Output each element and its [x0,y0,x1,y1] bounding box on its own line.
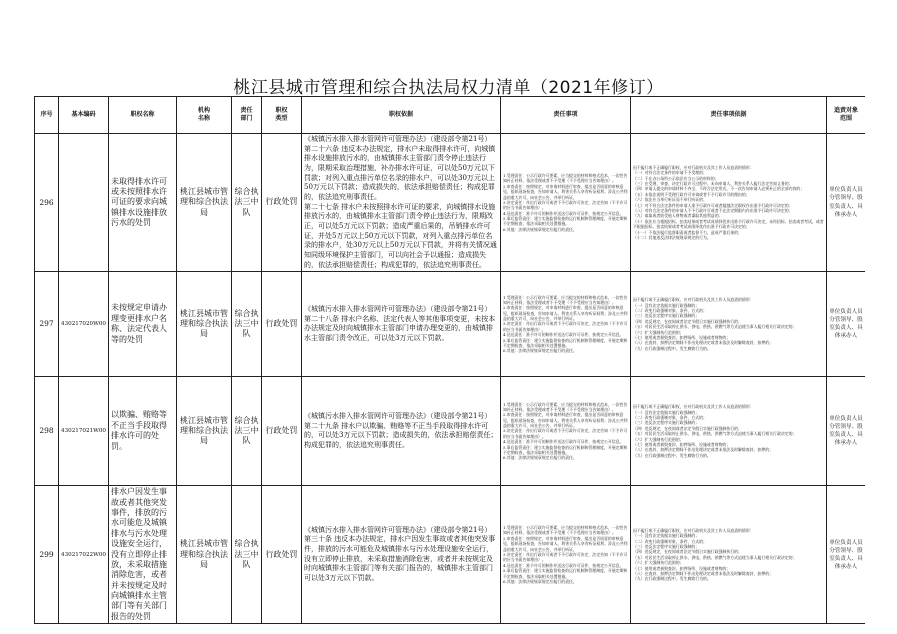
table-row [35,377,866,486]
cell-name: 排水户因发生事故或者其他突发事件，排放的污水可能危及城镇排水与污水处理设施安全运行，没有立即停止排放，未采取措施消除危害，或者并未按规定及时向城镇排水主管部门等有关部门报告的处罚 [109,486,177,624]
page-title: 桃江县城市管理和综合执法局权力清单（2021年修订） [233,78,664,98]
cell-org: 桃江县城市管理和综合执法局 [177,377,232,486]
cell-basis: 《城镇污水排入排水管网许可管理办法》（建设部令第21号） 第三十条 违反本办法规定，排水户因发生事故或者其他突发事件，排放的污水可能危及城镇排水与污水处理设施安全运行，没有立即停止排放，未采取措施消除危害，或者并未按规定及时向城镇排水主管部门等有关部门报告的，城镇排水主管部门可以处3万元以下罚款。 [302,486,501,624]
cell-dept: 综合执法三中队 [232,377,262,486]
cell-name: 以欺骗、贿赂等不正当手段取得排水许可的处罚。 [109,377,177,486]
cell-type: 行政处罚 [262,272,302,377]
cell-duty: 1.受理责任：公示行政许可要素、应当提交的材料和格式范本，一次性告知补正材料，依法受理或者不予受理（不予受理应当告知理由）。 2.审查责任：按照规定，对申请材料进行审查，提出是否同意的审核意见，组织现场检查，告知申请人、利害关系人享有听证权利；涉及公共利益的重大许可，向社会公告，并举行听证。 3.决定责任：作出行政许可或者不予行政许可决定，法定告知（不予许可的应当书面告知理由）。 4.送达责任：准予许可的制作并送达行政许可证件，按规定公开信息。 5.事后监管责任：建立实施监督检查的运行机制和管理制度，开展定期和不定期检查，依法采取相关处置措施。 6.其他：法律法规规章规定应履行的责任。 [501,134,631,272]
cell-code: 430217020W00 [59,272,109,377]
cell-org: 桃江县城市管理和综合执法局 [177,134,232,272]
cell-type: 行政处罚 [262,486,302,624]
cell-dept: 综合执法三中队 [232,486,262,624]
cell-duty-basis: 因不履行或不正确履行职权，应对行政机关及其工作人员追责的情形： （一）对符合法定条件的申请不予受理的； （二）不在办公场所公示依法应当公示的材料的； （三）在受理、审查、决定行政许可过程中，未向申请人、利害关系人履行法定告知义务的； （四）申请人提交的申请材料不齐全、不符合法定形式，不一次告知申请人必须补正的全部内容的； （五）未依法说明不受理行政许可申请或者不予行政许可的理由的； （六）依法应当举行听证而不举行听证的； （七）对不符合法定条件的申请人准予行政许可或者超越法定职权作出准予行政许可决定的； （八）对符合法定条件的申请人不予行政许可或者不在法定期限内作出准予行政许可决定的； （九）索取或者收受他人财物或者谋取其他利益的； （十）依法应当根据招标、拍卖结果或者考试成绩择优作出准予行政许可决定，未经招标、拍卖或者考试，或者不根据招标、拍卖结果或者考试成绩择优作出准予行政许可决定的； （十一）不依法履行监督职责或者监督不力，造成严重后果的； （十二）其他违反法律法规规章规定的行为。 [631,134,827,272]
cell-duty: 1.受理责任：公示行政许可要素、应当提交的材料和格式范本，一次性告知补正材料，依法受理或者不予受理（不予受理应当告知理由）。 2.审查责任：按照规定，对申请材料进行审查，提出是否同意的审核意见，组织现场检查，告知申请人、利害关系人享有听证权利；涉及公共利益的重大许可，向社会公告，并举行听证。 3.决定责任：作出行政许可或者不予行政许可决定，法定告知（不予许可的应当书面告知理由）。 4.送达责任：准予许可的制作并送达行政许可证件，按规定公开信息。 5.事后监管责任：建立实施监督检查的运行机制和管理制度，开展定期和不定期检查，依法采取相关处置措施。 6.其他：法律法规规章规定应履行的责任。 [501,377,631,486]
cell-accountability: 单位负责人员分管领导、股室负责人、具体承办人 [827,272,866,377]
cell-seq: 299 [35,486,59,624]
power-list-table [34,96,865,624]
cell-code: 430217022W00 [59,486,109,624]
cell-duty-basis: 因不履行或不正确履行职权，应对行政机关及其工作人员追责的情形： （一）没有法定依据实施行政强制的； （二）改变行政强制对象、条件、方式的； （三）违反法定程序实施行政强制的； （四）违反规定，在夜间或者法定节假日实施行政强制执行的； （五）对居民生活采取停止供水、供电、供热、供燃气等方式迫使当事人履行相关行政决定的； （六）扩大强制执行范围的； （七）使用或者损毁查封、扣押场所、设施或者财物的； （八）在查封、扣押法定期间不作出处理决定或者未依法及时解除查封、扣押的； （九）在行政强制过程中，发生腐败行为的。 [631,272,827,377]
header-duty: 责任事项 [501,97,631,134]
table-row [35,486,866,624]
header-accountability: 追责对象 范围 [827,97,866,134]
cell-dept: 综合执法三中队 [232,272,262,377]
power-list-table-wrapper [34,96,865,634]
header-code: 基本编码 [59,97,109,134]
cell-duty-basis: 因不履行或不正确履行职权，应对行政机关及其工作人员追责的情形： （一）没有法定依据实施行政强制的； （二）改变行政强制对象、条件、方式的； （三）违反法定程序实施行政强制的； （四）违反规定，在夜间或者法定节假日实施行政强制执行的； （五）对居民生活采取停止供水、供电、供热、供燃气等方式迫使当事人履行相关行政决定的； （六）扩大强制执行范围的； （七）使用或者损毁查封、扣押场所、设施或者财物的； （八）在查封、扣押法定期间不作出处理决定或者未依法及时解除查封、扣押的； （九）在行政强制过程中，发生腐败行为的。 [631,377,827,486]
cell-accountability: 单位负责人员分管领导、股室负责人、具体承办人 [827,377,866,486]
cell-name: 未取得排水许可或未按照排水许可证的要求向城镇排水设施排放污水的处罚 [109,134,177,272]
cell-seq: 297 [35,272,59,377]
cell-name: 未按规定申请办理变更排水户名称、法定代表人等的处罚 [109,272,177,377]
header-seq: 序号 [35,97,59,134]
header-dept: 责任 部门 [232,97,262,134]
cell-accountability: 单位负责人员分管领导、股室负责人、具体承办人 [827,486,866,624]
header-name: 职权名称 [109,97,177,134]
cell-seq: 298 [35,377,59,486]
cell-type: 行政处罚 [262,134,302,272]
cell-basis: 《城镇污水排入排水管网许可管理办法》（建设部令第21号） 第二十八条 排水户名称、法定代表人等其他事项变更，未按本办法规定及时向城镇排水主管部门申请办理变更的，由城镇排水主管部门责令改正，可以处3万元以下罚款。 [302,272,501,377]
table-row [35,134,866,272]
cell-duty-basis: 因不履行或不正确履行职权，应对行政机关及其工作人员追责的情形： （一）没有法定依据实施行政强制的； （二）改变行政强制对象、条件、方式的； （三）违反法定程序实施行政强制的； （四）违反规定，在夜间或者法定节假日实施行政强制执行的； （五）对居民生活采取停止供水、供电、供热、供燃气等方式迫使当事人履行相关行政决定的； （六）扩大强制执行范围的； （七）使用或者损毁查封、扣押场所、设施或者财物的； （八）在查封、扣押法定期间不作出处理决定或者未依法及时解除查封、扣押的； （九）在行政强制过程中，发生腐败行为的。 [631,486,827,624]
cell-dept: 综合执法三中队 [232,134,262,272]
cell-code [59,134,109,272]
cell-basis: 《城镇污水排入排水管网许可管理办法》（建设部令第21号） 第二十六条 违反本办法规定，排水户未取得排水许可，向城镇排水设施排放污水的，由城镇排水主管部门责令停止违法行为，限期采取治理措施，补办排水许可证，可以处50万元以下罚款；对列入重点排污单位名录的排水户，可以处30万元以上50万元以下罚款；造成损失的，依法承担赔偿责任；构成犯罪的，依法追究刑事责任。 第二十七条 排水户未按照排水许可证的要求，向城镇排水设施排放污水的，由城镇排水主管部门责令停止违法行为，限期改正，可以处5万元以下罚款；造成严重后果的，吊销排水许可证，并处5万元以上50万元以下罚款，对列入重点排污单位名录的排水户，处30万元以上50万元以下罚款，并将有关情况通知同级环境保护主管部门，可以向社会予以通报；造成损失的，依法承担赔偿责任；构成犯罪的，依法追究刑事责任。 [302,134,501,272]
cell-org: 桃江县城市管理和综合执法局 [177,486,232,624]
table-row [35,272,866,377]
header-duty-basis: 责任事项依据 [631,97,827,134]
header-type: 职权 类型 [262,97,302,134]
header-basis: 职权依据 [302,97,501,134]
cell-code: 430217021W00 [59,377,109,486]
cell-seq: 296 [35,134,59,272]
cell-basis: 《城镇污水排入排水管网许可管理办法》（建设部令第21号） 第二十九条 排水户以欺骗、贿赂等不正当手段取得排水许可的，可以处3万元以下罚款；造成损失的，依法承担赔偿责任；构成犯罪的，依法追究刑事责任。 [302,377,501,486]
cell-org: 桃江县城市管理和综合执法局 [177,272,232,377]
cell-duty: 1.受理责任：公示行政许可要素、应当提交的材料和格式范本，一次性告知补正材料，依法受理或者不予受理（不予受理应当告知理由）。 2.审查责任：按照规定，对申请材料进行审查，提出是否同意的审核意见，组织现场检查，告知申请人、利害关系人享有听证权利；涉及公共利益的重大许可，向社会公告，并举行听证。 3.决定责任：作出行政许可或者不予行政许可决定，法定告知（不予许可的应当书面告知理由）。 4.送达责任：准予许可的制作并送达行政许可证件，按规定公开信息。 5.事后监管责任：建立实施监督检查的运行机制和管理制度，开展定期和不定期检查，依法采取相关处置措施。 6.其他：法律法规规章规定应履行的责任。 [501,272,631,377]
cell-duty: 1.受理责任：公示行政许可要素、应当提交的材料和格式范本，一次性告知补正材料，依法受理或者不予受理（不予受理应当告知理由）。 2.审查责任：按照规定，对申请材料进行审查，提出是否同意的审核意见，组织现场检查，告知申请人、利害关系人享有听证权利；涉及公共利益的重大许可，向社会公告，并举行听证。 3.决定责任：作出行政许可或者不予行政许可决定，法定告知（不予许可的应当书面告知理由）。 4.送达责任：准予许可的制作并送达行政许可证件，按规定公开信息。 5.事后监管责任：建立实施监督检查的运行机制和管理制度，开展定期和不定期检查，依法采取相关处置措施。 6.其他：法律法规规章规定应履行的责任。 [501,486,631,624]
table-header-row [35,97,866,134]
cell-accountability: 单位负责人员分管领导、股室负责人、具体承办人 [827,134,866,272]
header-org: 机构 名称 [177,97,232,134]
cell-type: 行政处罚 [262,377,302,486]
